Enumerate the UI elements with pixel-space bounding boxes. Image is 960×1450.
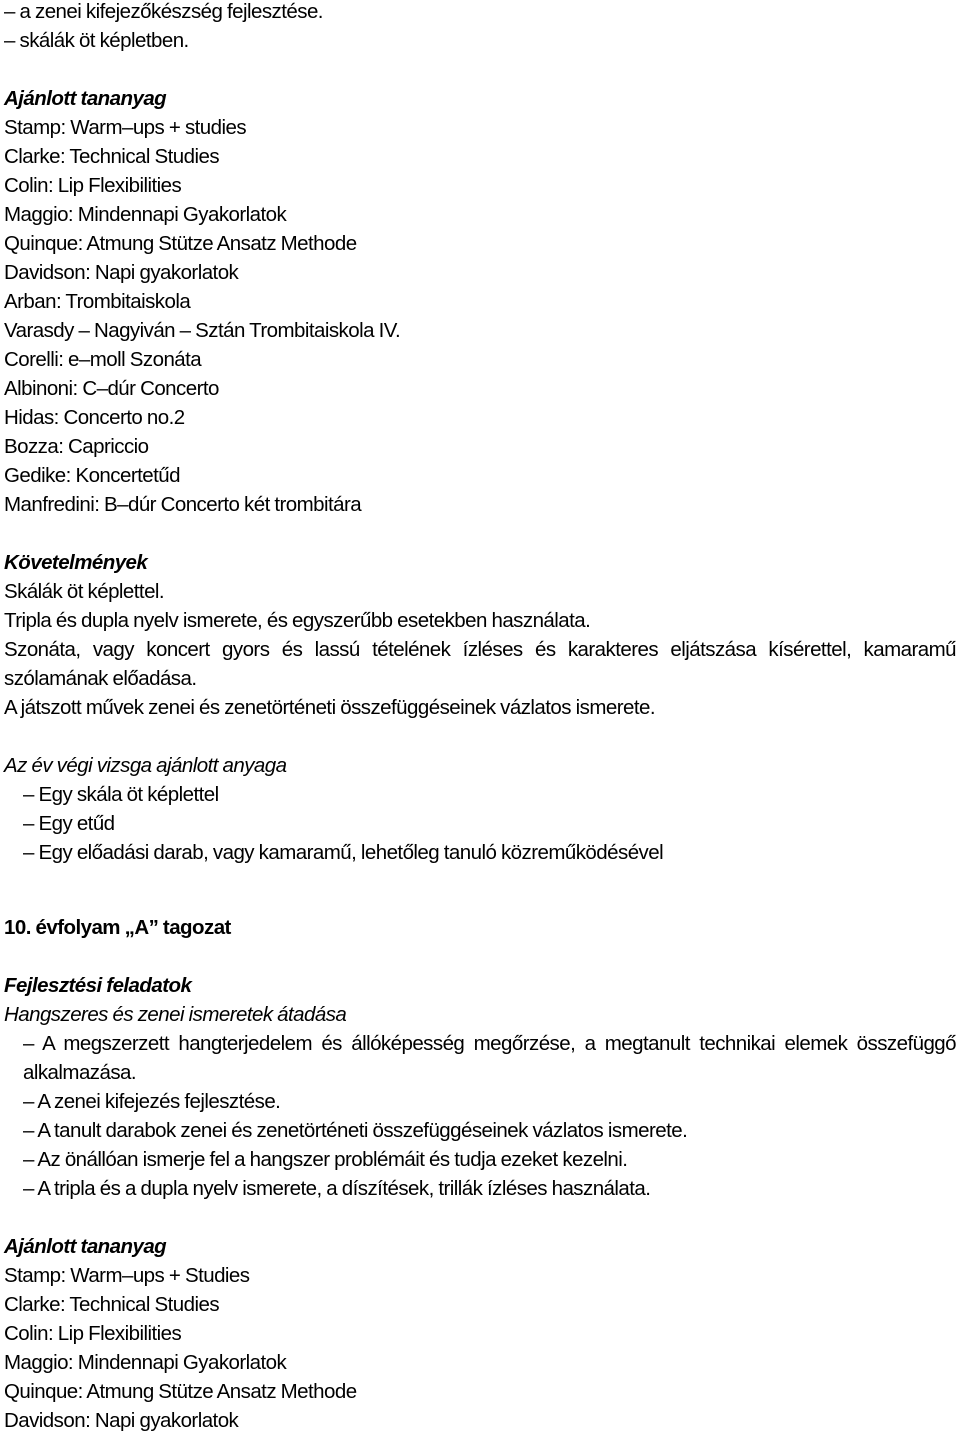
list-item: – a zenei kifejezőkészség fejlesztése. [4, 0, 323, 23]
list-item: – Egy skála öt képlettel [23, 783, 219, 806]
list-item: – skálák öt képletben. [4, 29, 189, 52]
list-item: Albinoni: C–dúr Concerto [4, 377, 219, 400]
list-item: Manfredini: B–dúr Concerto két trombitára [4, 493, 362, 516]
list-item: Hidas: Concerto no.2 [4, 406, 185, 429]
list-item: Tripla és dupla nyelv ismerete, és egyszerűbb esetekben használata. [4, 609, 591, 632]
section-heading: Ajánlott tananyag [4, 1235, 167, 1258]
list-item: Clarke: Technical Studies [4, 145, 220, 168]
development-tasks-section [4, 971, 960, 1203]
list-item: Colin: Lip Flexibilities [4, 174, 182, 197]
list-item: Quinque: Atmung Stütze Ansatz Methode [4, 232, 357, 255]
grade-heading: 10. évfolyam „A” tagozat [4, 916, 231, 939]
list-item [4, 1029, 956, 1087]
list-item: Stamp: Warm–ups + Studies [4, 1264, 250, 1287]
list-item: Arban: Trombitaiskola [4, 290, 191, 313]
list-item: Szonáta, vagy koncert gyors és lassú tételének ízléses és karakteres eljátszása kísérettel, kamaramű szólamának előadása. [4, 638, 956, 690]
list-item: Quinque: Atmung Stütze Ansatz Methode [4, 1380, 357, 1403]
list-item: Maggio: Mindennapi Gyakorlatok [4, 1351, 287, 1374]
list-item: Davidson: Napi gyakorlatok [4, 1409, 239, 1432]
recommended-material-section [4, 84, 960, 519]
recommended-material-section-2 [4, 1232, 960, 1435]
list-item: Corelli: e–moll Szonáta [4, 348, 202, 371]
list-item: Davidson: Napi gyakorlatok [4, 261, 239, 284]
section-heading: Az év végi vizsga ajánlott anyaga [4, 754, 287, 777]
list-item: – A tripla és a dupla nyelv ismerete, a díszítések, trillák ízléses használata. [23, 1177, 651, 1200]
list-item: – Az önállóan ismerje fel a hangszer problémáit és tudja ezeket kezelni. [23, 1148, 628, 1171]
section-heading: Fejlesztési feladatok [4, 974, 192, 997]
list-item: Clarke: Technical Studies [4, 1293, 220, 1316]
list-item-text: – A megszerzett hangterjedelem és állóképesség megőrzése, a megtanult technikai elemek összefüggő alkalmazása. [23, 1032, 956, 1084]
list-item: – Egy előadási darab, vagy kamaramű, lehetőleg tanuló közreműködésével [23, 841, 664, 864]
exam-material-section [4, 751, 960, 867]
list-item: Colin: Lip Flexibilities [4, 1322, 182, 1345]
section-heading: Ajánlott tananyag [4, 87, 167, 110]
list-item: Bozza: Capriccio [4, 435, 149, 458]
list-item: – A tanult darabok zenei és zenetörténeti összefüggéseinek vázlatos ismerete. [23, 1119, 688, 1142]
requirements-section [4, 548, 960, 722]
list-item: Stamp: Warm–ups + studies [4, 116, 247, 139]
section-heading: Követelmények [4, 551, 148, 574]
top-list [4, 0, 960, 55]
list-item: Maggio: Mindennapi Gyakorlatok [4, 203, 287, 226]
list-item: – A zenei kifejezés fejlesztése. [23, 1090, 281, 1113]
section-subheading: Hangszeres és zenei ismeretek átadása [4, 1003, 347, 1026]
list-item: Gedike: Koncertetűd [4, 464, 180, 487]
list-item: – Egy etűd [23, 812, 115, 835]
list-item: Skálák öt képlettel. [4, 580, 165, 603]
list-item: A játszott művek zenei és zenetörténeti összefüggéseinek vázlatos ismerete. [4, 696, 655, 719]
list-item: Varasdy – Nagyiván – Sztán Trombitaiskola IV. [4, 319, 401, 342]
